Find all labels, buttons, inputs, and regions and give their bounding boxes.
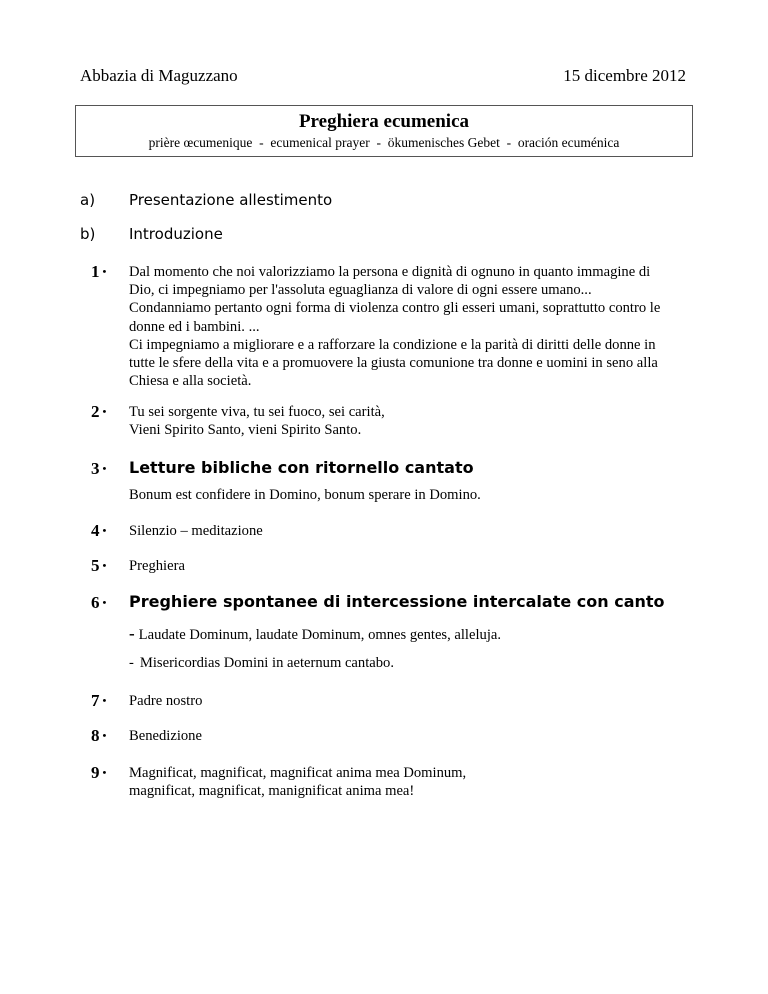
item-1-text xyxy=(129,263,699,390)
item-6-sub-2 xyxy=(129,655,394,672)
sub-text: Misericordias Domini in aeternum cantabo. xyxy=(139,655,394,671)
text-line: Dal momento che noi valorizziamo la persona e dignità di ognuno in quanto immagine di xyxy=(129,264,651,280)
text-line: magnificat, magnificat, manignificat anima mea! xyxy=(129,783,415,800)
dash-marker: - xyxy=(129,655,134,671)
number-value: 3 xyxy=(91,459,100,478)
item-number-5 xyxy=(91,556,106,576)
item-4-text: Silenzio – meditazione xyxy=(129,523,263,539)
document-title: Preghiera ecumenica xyxy=(298,111,470,132)
bullet-dot: • xyxy=(102,560,107,572)
bullet-dot: • xyxy=(102,767,107,779)
text-line: Dio, ci impegniamo per l'assoluta eguaglianza di valore di ogni essere umano... xyxy=(129,282,592,299)
item-number-7 xyxy=(91,691,106,711)
item-number-9 xyxy=(91,763,106,783)
header-date: 15 dicembre 2012 xyxy=(563,66,686,85)
number-value: 4 xyxy=(91,521,100,540)
text-line: Chiesa e alla società. xyxy=(129,373,252,390)
item-number-2 xyxy=(91,402,106,422)
item-6-heading: Preghiere spontanee di intercessione intercalate con canto xyxy=(129,592,665,611)
text-line: donne ed i bambini. ... xyxy=(129,318,260,335)
bullet-dot: • xyxy=(102,695,107,707)
item-number-1 xyxy=(91,262,106,282)
item-6-sub-1 xyxy=(129,624,501,644)
title-box xyxy=(75,105,693,157)
text-line: Condanniamo pertanto ogni forma di violenza contro gli esseri umani, soprattutto contro le xyxy=(129,300,661,317)
item-number-4 xyxy=(91,521,106,541)
item-8-text: Benedizione xyxy=(129,728,202,744)
header-place: Abbazia di Maguzzano xyxy=(80,66,238,85)
item-7-text: Padre nostro xyxy=(129,693,203,709)
item-9-text xyxy=(129,764,699,800)
item-5-text: Preghiera xyxy=(129,558,185,574)
document-subtitle: prière œcumenique - ecumenical prayer - ökumenisches Gebet - oración ecuménica xyxy=(148,135,620,150)
number-value: 9 xyxy=(91,763,100,782)
lettered-label: b) xyxy=(80,225,96,243)
number-value: 2 xyxy=(91,402,100,421)
lettered-text: Introduzione xyxy=(129,225,223,243)
item-3-heading: Letture bibliche con ritornello cantato xyxy=(129,458,474,477)
dash-marker: - xyxy=(129,624,135,643)
lettered-text: Presentazione allestimento xyxy=(129,191,333,209)
item-number-8 xyxy=(91,726,106,746)
number-value: 7 xyxy=(91,691,100,710)
text-line: Magnificat, magnificat, magnificat anima mea Dominum, xyxy=(129,765,467,781)
number-value: 6 xyxy=(91,593,100,612)
number-value: 5 xyxy=(91,556,100,575)
item-number-3 xyxy=(91,459,106,479)
item-number-6 xyxy=(91,593,106,613)
bullet-dot: • xyxy=(102,730,107,742)
item-3-detail: Bonum est confidere in Domino, bonum sperare in Domino. xyxy=(129,487,481,503)
bullet-dot: • xyxy=(102,266,107,278)
text-line: Tu sei sorgente viva, tu sei fuoco, sei carità, xyxy=(129,404,385,420)
text-line: Vieni Spirito Santo, vieni Spirito Santo. xyxy=(129,422,362,439)
number-value: 1 xyxy=(91,262,100,281)
item-2-text xyxy=(129,403,699,439)
sub-text: Laudate Dominum, laudate Dominum, omnes gentes, alleluja. xyxy=(138,627,501,643)
bullet-dot: • xyxy=(102,463,107,475)
bullet-dot: • xyxy=(102,525,107,537)
number-value: 8 xyxy=(91,726,100,745)
text-line: tutte le sfere della vita e a promuovere la giusta comunione tra donne e uomini in seno alla xyxy=(129,355,658,372)
bullet-dot: • xyxy=(102,597,107,609)
lettered-label: a) xyxy=(80,191,96,209)
text-line: Ci impegniamo a migliorare e a rafforzare la condizione e la parità di diritti delle donne in xyxy=(129,336,656,353)
bullet-dot: • xyxy=(102,406,107,418)
